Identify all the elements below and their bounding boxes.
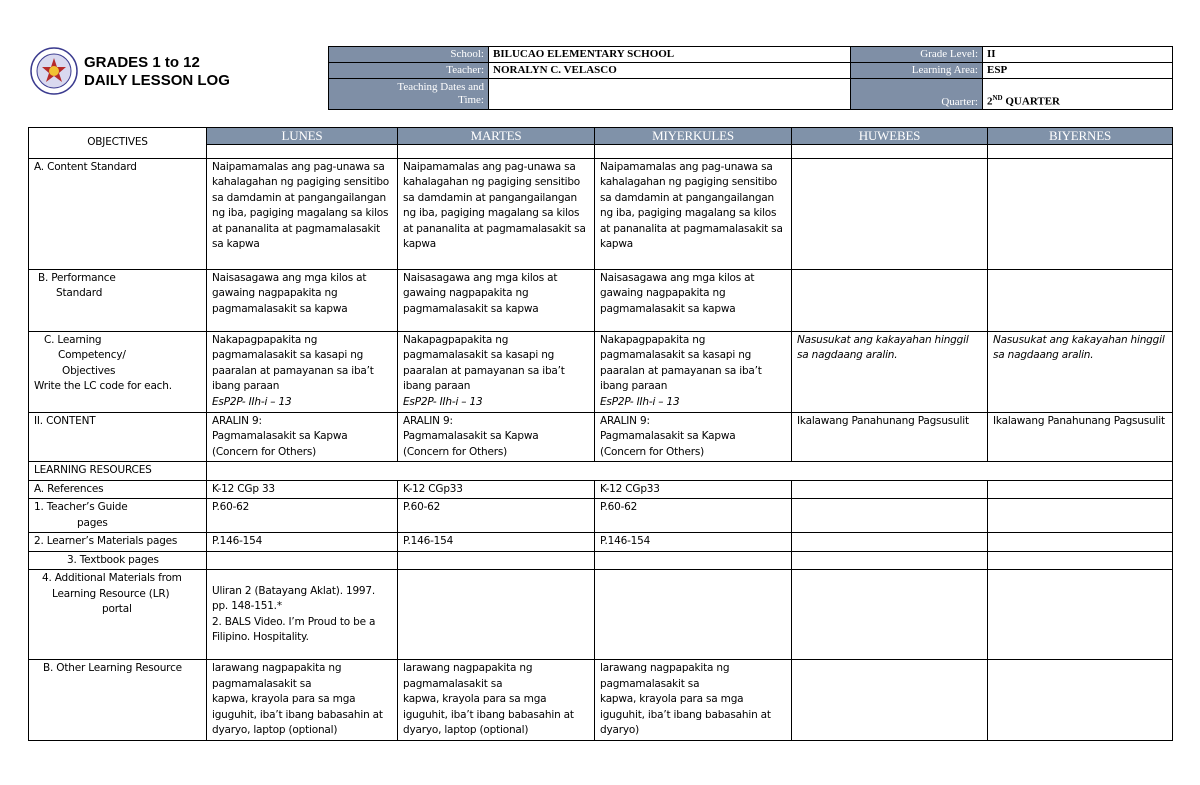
cell-content-miyerkules: ARALIN 9: Pagmamalasakit sa Kapwa (Concern for Others) (595, 412, 792, 462)
log-title (84, 54, 230, 90)
cell-references-martes: K-12 CGp33 (398, 480, 595, 499)
objectives-header: OBJECTIVES (29, 128, 207, 159)
day-header-martes: MARTES (398, 128, 595, 145)
cell-content-martes: ARALIN 9: Pagmamalasakit sa Kapwa (Concern for Others) (398, 412, 595, 462)
cell-references-lunes: K-12 CGp 33 (207, 480, 398, 499)
day-header-miyerkules: MIYERKULES (595, 128, 792, 145)
cell-performance-miyerkules: Naisasagawa ang mga kilos at gawaing nagpapakita ng pagmamalasakit sa kapwa (595, 269, 792, 331)
deped-seal-logo (30, 47, 78, 95)
row-label-content: II. CONTENT (29, 412, 207, 462)
quarter-value: 2ND QUARTER (983, 79, 1173, 110)
teacher-label: Teacher: (329, 63, 489, 79)
grade-level-label: Grade Level: (851, 47, 983, 63)
table-row (29, 269, 1173, 331)
cell-content-huwebes: Ikalawang Panahunang Pagsusulit (792, 412, 988, 462)
cell-other-lunes: larawang nagpapakita ng pagmamalasakit sa kapwa, krayola para sa mga iguguhit, iba’t ibang babasahin at dyaryo, laptop (optional) (207, 660, 398, 741)
row-label-teachers-guide: 1. Teacher’s Guide pages (29, 499, 207, 533)
info-table (328, 46, 1173, 110)
learning-area-value: ESP (983, 63, 1173, 79)
row-label-learning-resources: LEARNING RESOURCES (29, 462, 207, 481)
cell-references-miyerkules: K-12 CGp33 (595, 480, 792, 499)
row-label-textbook: 3. Textbook pages (29, 551, 207, 570)
learning-area-label: Learning Area: (851, 63, 983, 79)
cell-content-standard-martes: Naipamamalas ang pag-unawa sa kahalagahan ng pagiging sensitibo sa damdamin at pangangailangan ng iba, pagiging magalang sa kilos at pananalita at pagmamalasakit sa kapwa (398, 158, 595, 269)
row-label-references: A. References (29, 480, 207, 499)
title-line-1: GRADES 1 to 12 (84, 54, 200, 71)
cell-lm-miyerkules: P.146-154 (595, 533, 792, 552)
school-value: BILUCAO ELEMENTARY SCHOOL (489, 47, 851, 63)
table-row (29, 533, 1173, 552)
table-row (29, 462, 1173, 481)
cell-content-lunes: ARALIN 9: Pagmamalasakit sa Kapwa (Concern for Others) (207, 412, 398, 462)
cell-competency-biyernes: Nasusukat ang kakayahan hinggil sa nagdaang aralin. (988, 331, 1173, 412)
cell-other-martes: larawang nagpapakita ng pagmamalasakit sa kapwa, krayola para sa mga iguguhit, iba’t ibang babasahin at dyaryo, laptop (optional) (398, 660, 595, 741)
lesson-log-table (28, 127, 1173, 741)
row-label-content-standard: A. Content Standard (29, 158, 207, 269)
teaching-dates-value (489, 79, 851, 110)
cell-competency-lunes: Nakapagpapakita ng pagmamalasakit sa kasapi ng paaralan at pamayanan sa iba’t ibang paraan EsP2P- IIh-i – 13 (207, 331, 398, 412)
table-row (29, 499, 1173, 533)
title-line-2: DAILY LESSON LOG (84, 72, 230, 89)
cell-tg-miyerkules: P.60-62 (595, 499, 792, 533)
cell-competency-martes: Nakapagpapakita ng pagmamalasakit sa kasapi ng paaralan at pamayanan sa iba’t ibang paraan EsP2P- IIh-i – 13 (398, 331, 595, 412)
day-header-biyernes: BIYERNES (988, 128, 1173, 145)
school-label: School: (329, 47, 489, 63)
cell-competency-miyerkules: Nakapagpapakita ng pagmamalasakit sa kasapi ng paaralan at pamayanan sa iba’t ibang paraan EsP2P- IIh-i – 13 (595, 331, 792, 412)
teaching-dates-label: Teaching Dates and Time: (329, 79, 489, 110)
table-row (29, 412, 1173, 462)
table-row (29, 660, 1173, 741)
lc-code: EsP2P- IIh-i – 13 (403, 395, 483, 408)
cell-other-miyerkules: larawang nagpapakita ng pagmamalasakit sa kapwa, krayola para sa mga iguguhit, iba’t ibang babasahin at dyaryo) (595, 660, 792, 741)
cell-tg-martes: P.60-62 (398, 499, 595, 533)
table-row (29, 551, 1173, 570)
teacher-value: NORALYN C. VELASCO (489, 63, 851, 79)
table-row (29, 480, 1173, 499)
cell-content-biyernes: Ikalawang Panahunang Pagsusulit (988, 412, 1173, 462)
table-row (29, 570, 1173, 660)
grade-level-value: II (983, 47, 1173, 63)
table-row (29, 158, 1173, 269)
quarter-label: Quarter: (851, 79, 983, 110)
cell-additional-lunes: Uliran 2 (Batayang Aklat). 1997. pp. 148-151.* 2. BALS Video. I’m Proud to be a Filipino. Hospitality. (207, 570, 398, 660)
cell-lm-lunes: P.146-154 (207, 533, 398, 552)
row-label-learning-competency: C. Learning Competency/ Objectives Write the LC code for each. (29, 331, 207, 412)
cell-performance-lunes: Naisasagawa ang mga kilos at gawaing nagpapakita ng pagmamalasakit sa kapwa (207, 269, 398, 331)
lc-code: EsP2P- IIh-i – 13 (600, 395, 680, 408)
table-row (29, 331, 1173, 412)
row-label-other-resource: B. Other Learning Resource (29, 660, 207, 741)
cell-lm-martes: P.146-154 (398, 533, 595, 552)
cell-performance-martes: Naisasagawa ang mga kilos at gawaing nagpapakita ng pagmamalasakit sa kapwa (398, 269, 595, 331)
day-header-lunes: LUNES (207, 128, 398, 145)
row-label-learners-materials: 2. Learner’s Materials pages (29, 533, 207, 552)
row-label-performance-standard: B. Performance Standard (29, 269, 207, 331)
cell-tg-lunes: P.60-62 (207, 499, 398, 533)
row-label-additional-materials: 4. Additional Materials from Learning Resource (LR) portal (29, 570, 207, 660)
cell-competency-huwebes: Nasusukat ang kakayahan hinggil sa nagdaang aralin. (792, 331, 988, 412)
cell-content-standard-miyerkules: Naipamamalas ang pag-unawa sa kahalagahan ng pagiging sensitibo sa damdamin at pangangailangan ng iba, pagiging magalang sa kilos at pananalita at pagmamalasakit sa kapwa (595, 158, 792, 269)
cell-content-standard-lunes: Naipamamalas ang pag-unawa sa kahalagahan ng pagiging sensitibo sa damdamin at pangangailangan ng iba, pagiging magalang sa kilos at pananalita at pagmamalasakit sa kapwa (207, 158, 398, 269)
lc-code: EsP2P- IIh-i – 13 (212, 395, 292, 408)
day-header-huwebes: HUWEBES (792, 128, 988, 145)
